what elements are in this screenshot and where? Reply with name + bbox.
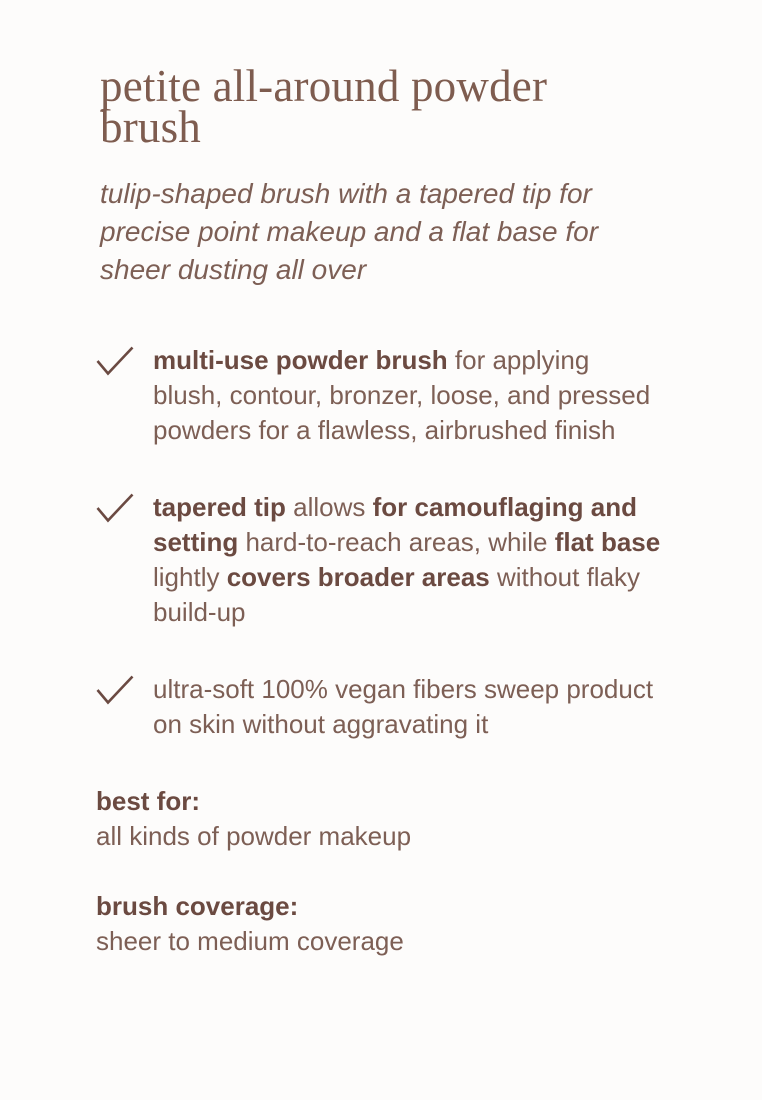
feature-item	[96, 343, 666, 448]
product-details	[96, 784, 666, 959]
feature-regular-phrase: allows	[285, 491, 373, 522]
feature-bold-phrase: multi-use powder brush	[153, 344, 448, 375]
product-tagline: tulip-shaped brush with a tapered tip for precise point makeup and a flat base for sheer dusting all over	[100, 177, 599, 285]
detail-value: sheer to medium coverage	[96, 925, 404, 956]
check-icon	[96, 675, 134, 706]
detail-item-brush-coverage	[96, 889, 666, 959]
feature-regular-phrase: for applying blush, contour, bronzer, loose, and pressed powders for a flawless, airbrushed finish	[153, 344, 651, 445]
product-title: petite all-around powder brush	[100, 61, 548, 153]
feature-regular-phrase: hard-to-reach areas, while	[238, 526, 555, 557]
feature-item	[96, 672, 666, 742]
check-icon	[96, 493, 134, 524]
detail-value: all kinds of powder makeup	[96, 820, 412, 851]
feature-bold-phrase: covers broader areas	[226, 561, 490, 592]
detail-label: best for:	[96, 785, 200, 816]
feature-bold-phrase: flat base	[554, 526, 661, 557]
detail-item-best-for	[96, 784, 666, 854]
feature-text	[153, 343, 665, 448]
feature-item	[96, 490, 666, 630]
feature-list	[96, 343, 666, 742]
feature-bold-phrase: tapered tip	[153, 491, 286, 522]
feature-text	[153, 672, 665, 742]
feature-text	[153, 490, 665, 630]
check-icon	[96, 346, 134, 377]
detail-label: brush coverage:	[96, 890, 299, 921]
feature-regular-phrase: without flaky build-up	[153, 561, 641, 627]
feature-regular-phrase: ultra-soft 100% vegan fibers sweep product on skin without aggravating it	[153, 673, 654, 739]
feature-bold-phrase: for camouflaging and setting	[153, 491, 637, 557]
feature-regular-phrase: lightly	[153, 561, 227, 592]
